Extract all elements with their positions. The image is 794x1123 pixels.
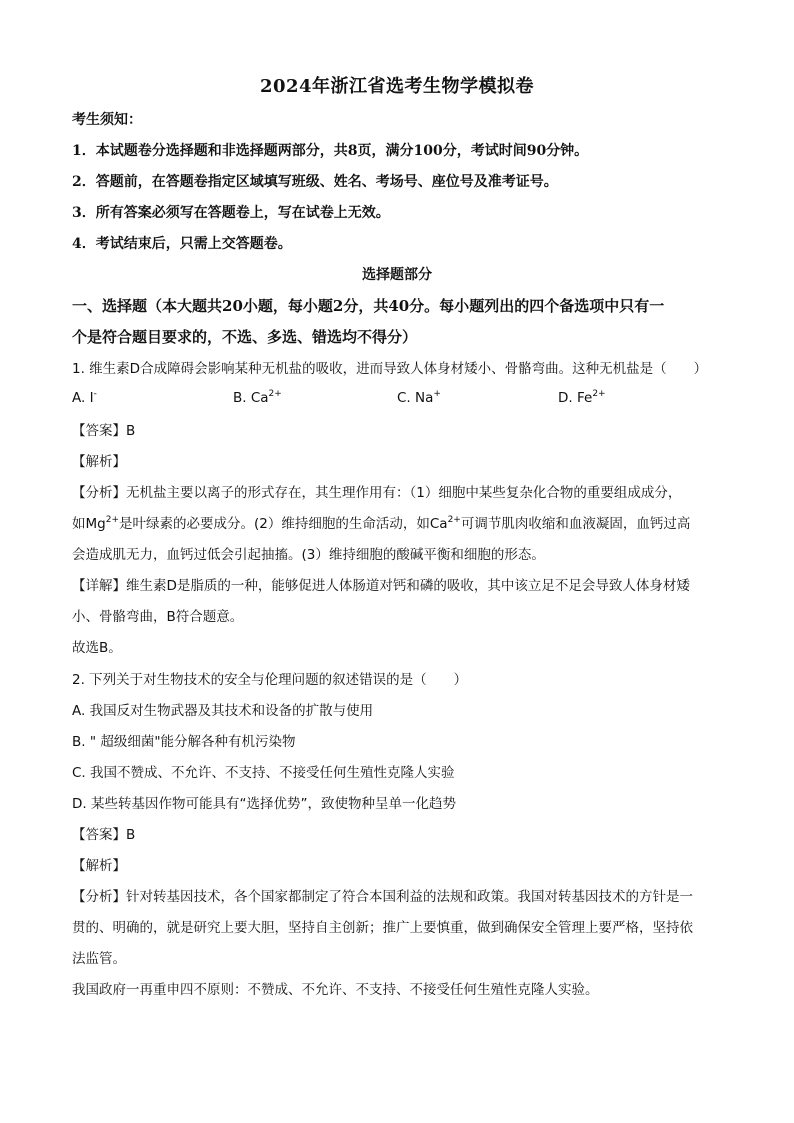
- q1-option-c: C. Na+: [397, 389, 441, 406]
- page-title: 2024年浙江省选考生物学模拟卷: [259, 76, 535, 97]
- q1-option-d: D. $Fe^{2+}$: [558, 389, 606, 406]
- q1-analysis-line-1: 【分析】无机盐主要以离子的形式存在，其生理作用有：（1）细胞中某些复杂化合物的重要组成成分，: [72, 485, 682, 501]
- q1-option-b: B. $Ca^{2+}$: [233, 389, 282, 406]
- q1-detail-line-2: 小、骨骼弯曲，B符合题意。: [72, 609, 244, 625]
- q2-option-c: C. 我国不赞成、不允许、不支持、不接受任何生殖性克隆人实验: [72, 765, 455, 781]
- section-intro-line-1: 一、选择题（本大题共20小题，每小题2分，共40分。每小题列出的四个备选项中只有一: [72, 297, 665, 315]
- notice-item-4: 4．考试结束后，只需上交答题卷。: [72, 236, 292, 252]
- section-intro-line-2: 个是符合题目要求的，不选、多选、错选均不得分）: [72, 328, 418, 346]
- q2-analysis-line-1: 【分析】针对转基因技术，各个国家都制定了符合本国利益的法规和政策。我国对转基因技术的方针是一: [72, 889, 693, 905]
- notice-heading: 考生须知：: [72, 112, 142, 128]
- q2-answer: 【答案】B: [72, 827, 136, 843]
- q1-detail-line-1: 【详解】维生素D是脂质的一种，能够促进人体肠道对钙和磷的吸收，其中该立足不足会导致人体身材矮: [72, 578, 690, 594]
- q2-option-a: A. 我国反对生物武器及其技术和设备的扩散与使用: [72, 703, 374, 719]
- q1-analysis-label: 【解析】: [72, 454, 126, 470]
- q2-option-d: D. 某些转基因作物可能具有“选择优势”，致使物种呈单一化趋势: [72, 796, 456, 812]
- notice-item-1: 1．本试题卷分选择题和非选择题两部分，共8页，满分100分，考试时间90分钟。: [72, 143, 589, 159]
- q2-analysis-line-3: 法监管。: [72, 951, 126, 967]
- q2-analysis-label: 【解析】: [72, 858, 126, 874]
- q1-analysis-line-3: 会造成肌无力，血钙过低会引起抽搐。(3）维持细胞的酸碱平衡和细胞的形态。: [72, 547, 545, 563]
- q2-stem: 2. 下列关于对生物技术的安全与伦理问题的叙述错误的是（ ）: [72, 672, 468, 688]
- notice-item-2: 2．答题前，在答题卷指定区域填写班级、姓名、考场号、座位号及准考证号。: [72, 174, 558, 190]
- q2-option-b: B. " 超级细菌"能分解各种有机污染物: [72, 734, 296, 750]
- notice-item-3: 3．所有答案必须写在答题卷上，写在试卷上无效。: [72, 205, 390, 221]
- q1-analysis-line-2: 如$Mg^{2+}$是叶绿素的必要成分。(2）维持细胞的生命活动，如$Ca^{2+}$可调节肌肉收缩和血液凝固，血钙过高: [72, 515, 691, 532]
- q1-answer: 【答案】B: [72, 423, 136, 439]
- q1-stem: 1. 维生素D合成障碍会影响某种无机盐的吸收，进而导致人体身材矮小、骨骼弯曲。这种无机盐是（ ）: [72, 361, 708, 377]
- q2-analysis-line-2: 贯的、明确的，就是研究上要大胆，坚持自主创新；推广上要慎重，做到确保安全管理上要严格，坚持依: [72, 920, 693, 936]
- q2-analysis-line-4: 我国政府一再重申四不原则：不赞成、不允许、不支持、不接受任何生殖性克隆人实验。: [72, 982, 599, 998]
- section-title: 选择题部分: [362, 267, 432, 283]
- q1-option-a: A. I-: [72, 389, 97, 406]
- q1-conclusion: 故选B。: [72, 640, 122, 656]
